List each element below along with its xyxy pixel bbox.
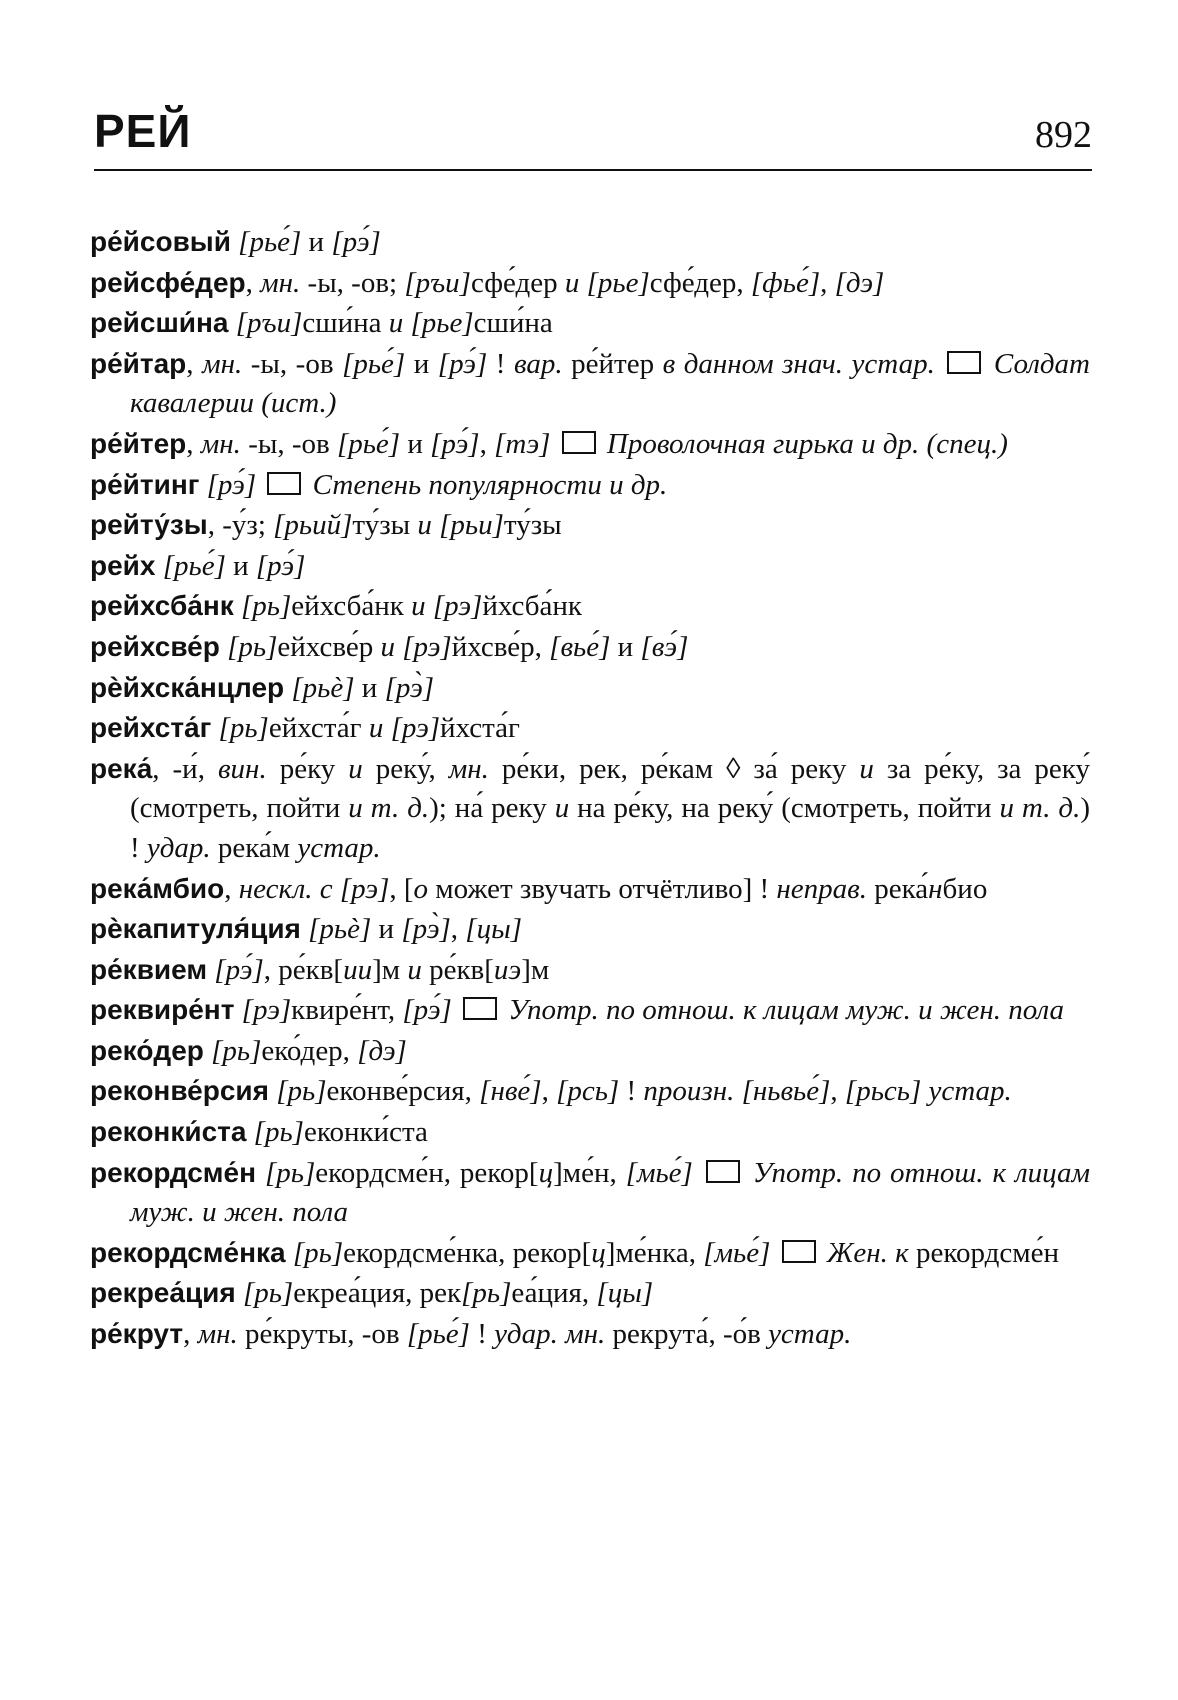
italic-note: [рье́] (336, 427, 401, 460)
definition-box-icon (267, 472, 301, 495)
dictionary-entry (90, 1112, 1090, 1153)
entry-text: ре́йтер (562, 347, 663, 380)
italic-note: [ньвье́] (741, 1075, 831, 1108)
entry-text: за ре́ку, за реку́ (смотреть, пойти (130, 752, 1090, 825)
headword: реквире́нт (90, 994, 235, 1026)
dictionary-entry (90, 1233, 1090, 1274)
italic-note: [ръи] (235, 307, 303, 340)
dictionary-entry (90, 1314, 1090, 1355)
italic-note: [рэ̀] (384, 671, 435, 704)
italic-note: [вэ́] (640, 630, 689, 663)
entry-text: -ы, -ов (240, 427, 337, 460)
entry-text: сфе́дер (470, 266, 565, 299)
italic-note: и т. д. (348, 792, 430, 825)
dictionary-entry (90, 344, 1090, 424)
italic-note: [рь] (241, 590, 292, 623)
entry-text: и (225, 549, 256, 582)
entry-text: ре́круты, -ов (237, 1318, 407, 1351)
entry-text (770, 1237, 777, 1269)
entry-text (234, 590, 241, 622)
entry-text: сши́на (302, 307, 389, 340)
entry-text: екреа́ция, рек (293, 1277, 462, 1310)
headword: реконве́рсия (90, 1075, 269, 1107)
italic-note: и т. д. (999, 792, 1081, 825)
italic-note: Проволочная гирька и др. (спец.) (606, 427, 1008, 460)
entry-text (744, 1157, 753, 1189)
entry-text (383, 712, 390, 744)
definition-box-icon (562, 431, 596, 454)
entry-text (246, 1116, 253, 1148)
dictionary-entry (90, 627, 1090, 668)
entry-text: еконве́рсия, (326, 1075, 480, 1108)
headword: рейх (90, 549, 156, 581)
italic-note: неправ. (776, 872, 867, 905)
entry-text: , (186, 427, 201, 460)
entry-text: , ре́кв[ (263, 953, 344, 986)
italic-note: ц (591, 1236, 606, 1269)
italic-note: мн. (197, 1318, 238, 1351)
italic-note: [вье́] (549, 630, 611, 663)
entry-text: ) ! (130, 792, 1091, 864)
italic-note: и (368, 712, 384, 745)
dictionary-entry (90, 1273, 1090, 1314)
italic-note: вин. (217, 752, 267, 785)
headword: ре́йтер (90, 427, 187, 459)
entry-text (333, 873, 340, 905)
entry-text: на ре́ку, на реку́ (смотреть, пойти (569, 792, 1000, 825)
italic-note: [рэ] (241, 994, 292, 1027)
entry-text (734, 1075, 741, 1107)
entry-text: , (186, 347, 203, 380)
definition-box-icon (782, 1240, 816, 1263)
italic-note: [рье́] (406, 1318, 470, 1351)
headword: ре́квием (90, 953, 208, 985)
headword: рейсши́на (90, 307, 229, 339)
italic-note: и (417, 509, 432, 542)
entry-text: ейхсба́нк (291, 590, 412, 623)
italic-note: Употр. по отнош. к лицам муж. и жен. пола (130, 1156, 1090, 1229)
entry-text (211, 712, 218, 744)
entry-text: ре́кв[ (421, 953, 494, 986)
entry-text: рекрута́, -о́в (605, 1318, 769, 1351)
entry-text: екордсме́н, рекор[ (315, 1156, 539, 1189)
headword: рейту́зы (90, 509, 208, 541)
dictionary-entry (90, 303, 1090, 344)
dictionary-entry (90, 222, 1090, 263)
italic-note: [дэ] (834, 266, 885, 299)
italic-note: [мье́] (703, 1236, 771, 1269)
dictionary-entry (90, 950, 1090, 991)
italic-note: [рэ́] (437, 347, 488, 380)
entry-text (155, 550, 162, 582)
italic-note: [рь] (264, 1156, 316, 1189)
headword: рѐйхска́нцлер (90, 671, 285, 703)
italic-note: мн. (448, 752, 489, 785)
entry-text (256, 1157, 265, 1189)
entry-text: , -у́з; (207, 509, 274, 542)
dictionary-entry (90, 546, 1090, 587)
italic-note: удар. мн. (494, 1318, 606, 1351)
italic-note: [рэ] (402, 630, 452, 663)
headword: реко́дер (90, 1034, 204, 1066)
entry-text: и (610, 630, 641, 663)
italic-note: и (411, 590, 426, 623)
header-rule (94, 169, 1092, 171)
entry-text: может звучать отчётливо] ! (428, 872, 777, 905)
italic-note: устар. (928, 1075, 1012, 1108)
entry-text: река́м (210, 831, 298, 864)
italic-note: вар. (513, 347, 563, 380)
italic-note: [рь] (461, 1277, 512, 1310)
italic-note: удар. (146, 831, 211, 864)
entry-text (305, 469, 312, 501)
headword: реконки́ста (90, 1116, 247, 1148)
italic-note: [рь] (211, 1034, 262, 1067)
italic-note: [рь] (292, 1236, 344, 1269)
entry-text (600, 428, 607, 460)
italic-note: [рь] (218, 712, 269, 745)
entry-text (452, 994, 459, 1026)
entry-text: ! (619, 1075, 644, 1108)
italic-note: [рь] (253, 1116, 304, 1149)
italic-note: Степень популярности и др. (312, 468, 668, 501)
italic-note: [рэ́] (331, 226, 381, 258)
entry-text (921, 1075, 928, 1107)
entry-text (229, 307, 236, 339)
entry-text: ту́зы (352, 509, 418, 542)
italic-note: [мье́] (625, 1156, 693, 1189)
italic-note: [рье] (586, 266, 650, 299)
entry-text: -ы, -ов; (300, 266, 405, 299)
entry-text: и (371, 913, 402, 946)
italic-note: Жен. к (826, 1236, 909, 1269)
entry-text (286, 1237, 293, 1269)
italic-note: [рьий] (273, 509, 353, 542)
italic-note: [рье́] (162, 549, 226, 582)
entry-text: , (830, 1075, 845, 1108)
entry-text: ]м (372, 953, 408, 986)
headword: рекордсме́н (90, 1156, 257, 1188)
entry-text: и (301, 226, 332, 258)
entry-text: ); на́ реку (429, 792, 555, 825)
entry-text (199, 469, 206, 501)
entry-list (90, 222, 1090, 1355)
entry-text: ейхсве́р (277, 630, 381, 663)
headword: ре́крут (90, 1318, 184, 1350)
definition-box-icon (706, 1160, 740, 1183)
entry-text (579, 267, 586, 299)
entry-text: ]м (521, 953, 550, 986)
italic-note: [рэ] (339, 872, 390, 905)
italic-note: [рь] (227, 630, 278, 663)
italic-note: и (407, 953, 422, 986)
entry-text (985, 348, 994, 380)
headword: рейхсве́р (90, 630, 220, 662)
italic-note: [нве́] (479, 1075, 542, 1108)
dictionary-entry (90, 1031, 1090, 1072)
italic-note: и (554, 792, 570, 825)
headword: рейхста́г (90, 712, 212, 744)
italic-note: [рсь] (556, 1075, 620, 1108)
headword: ре́йтинг (90, 468, 200, 500)
italic-note: [рьи] (439, 509, 504, 542)
italic-note: иэ (493, 953, 522, 986)
headword: рейхсба́нк (90, 590, 234, 622)
italic-note: [рэ] (390, 712, 441, 745)
dictionary-entry (90, 990, 1090, 1031)
entry-text: , (224, 872, 239, 905)
italic-note: [рэ́] (206, 468, 257, 501)
entry-text: и (354, 671, 385, 704)
entry-text: ту́зы (503, 509, 562, 542)
entry-text: ]ме́нка, (605, 1236, 704, 1269)
entry-text: сши́на (473, 307, 553, 340)
italic-note: ц (538, 1156, 554, 1189)
italic-note: [тэ] (494, 427, 551, 460)
entry-text (550, 428, 557, 460)
italic-note: мн. (202, 347, 243, 380)
entry-text: рекордсме́н (908, 1236, 1059, 1269)
italic-note: [рье́] (238, 226, 302, 258)
entry-text (236, 1277, 243, 1309)
italic-note: [рэ̀] (401, 913, 451, 946)
italic-note: и (348, 752, 363, 785)
italic-note: [фье́] (750, 266, 821, 299)
entry-text: йхсве́р, (451, 630, 550, 663)
page-number: 892 (1035, 114, 1092, 156)
italic-note: мн. (260, 266, 301, 299)
dictionary-entry (90, 749, 1090, 869)
entry-text: , -и́, (152, 752, 218, 785)
entry-text (426, 590, 433, 622)
entry-text: ! (469, 1318, 495, 1351)
dictionary-entry (90, 1071, 1090, 1112)
entry-text: йхсба́нк (482, 590, 582, 623)
italic-note: ии (343, 953, 373, 986)
entry-text: еко́дер, (261, 1034, 358, 1067)
entry-text: и (405, 347, 438, 380)
dictionary-entry (90, 586, 1090, 627)
italic-note: мн. (200, 427, 241, 460)
entry-text: , [ (389, 872, 414, 905)
headword: рекреа́ция (90, 1277, 236, 1309)
dictionary-entry (90, 1153, 1090, 1233)
italic-note: [рь] (276, 1075, 327, 1108)
entry-text: квире́нт, (291, 994, 403, 1027)
entry-text: еа́ция, (511, 1277, 597, 1310)
definition-box-icon (947, 351, 981, 374)
italic-note: устар. (297, 831, 381, 864)
headword: река́мбио (90, 872, 225, 904)
italic-note: [рьѐ] (291, 671, 355, 704)
entry-text (935, 348, 944, 380)
entry-text: , (479, 427, 495, 460)
italic-note: устар. (768, 1318, 852, 1351)
headword: река́ (90, 752, 153, 784)
italic-note: нескл. с (238, 872, 333, 905)
entry-text (820, 1237, 827, 1269)
italic-note: Солдат кавалерии (ист.) (130, 347, 1090, 420)
italic-note: [цы] (596, 1277, 654, 1310)
entry-text (693, 1157, 702, 1189)
headword: рейсфе́дер (90, 266, 246, 298)
entry-text: -ы, -ов (242, 347, 343, 380)
entry-text: ейхста́г (268, 712, 369, 745)
headword: рѐкапитуля́ция (90, 913, 301, 945)
headword: рекордсме́нка (90, 1236, 286, 1268)
entry-text: ре́ки, рек, ре́кам ◊ за́ реку (488, 752, 860, 785)
italic-note: и (380, 630, 395, 663)
italic-note: [рэ] (432, 590, 483, 623)
italic-note: и (859, 752, 874, 785)
italic-note: [цы] (465, 913, 523, 946)
dictionary-entry (90, 424, 1090, 465)
italic-note: [рэ́] (214, 953, 264, 986)
entry-text (234, 994, 241, 1026)
entry-text: ]ме́н, (553, 1156, 626, 1189)
italic-note: [рьсь] (844, 1075, 922, 1108)
dictionary-entry (90, 869, 1090, 910)
entry-text (403, 307, 410, 339)
italic-note: н (928, 872, 943, 905)
dictionary-entry (90, 668, 1090, 709)
entry-text: и (400, 427, 431, 460)
italic-note: [рэ́] (255, 549, 306, 582)
entry-text: екордсме́нка, рекор[ (343, 1236, 592, 1269)
entry-text: , (541, 1075, 557, 1108)
entry-text: йхста́г (440, 712, 520, 745)
entry-text (256, 469, 263, 501)
italic-note: произн. (643, 1075, 735, 1108)
dictionary-entry (90, 505, 1090, 546)
italic-note: [рь] (242, 1277, 294, 1310)
entry-text: сфе́дер, (649, 266, 751, 299)
italic-note: Употр. по отнош. к лицам муж. и жен. пола (508, 994, 1065, 1027)
italic-note: и (564, 266, 580, 299)
entry-text: ре́ку (266, 752, 349, 785)
entry-text: река́ (867, 872, 929, 905)
definition-box-icon (463, 997, 497, 1020)
italic-note: [рье] (410, 307, 474, 340)
entry-text: , (450, 913, 466, 946)
italic-note: о (413, 872, 429, 905)
italic-note: [рьѐ] (308, 913, 372, 946)
italic-note: [рье́] (342, 347, 406, 380)
running-head: РЕЙ (94, 105, 192, 157)
headword: ре́йсовый (90, 226, 231, 257)
italic-note: в данном знач. устар. (662, 347, 935, 380)
dictionary-entry (90, 465, 1090, 506)
entry-text: еконки́ста (303, 1116, 428, 1149)
entry-text: ! (487, 347, 514, 380)
italic-note: и (388, 307, 404, 340)
dictionary-entry (90, 263, 1090, 304)
italic-note: [рэ́] (430, 427, 480, 460)
italic-note: [дэ] (357, 1034, 407, 1067)
entry-text: , (183, 1318, 198, 1351)
entry-text: , (245, 266, 261, 299)
entry-text: реку́, (362, 752, 449, 785)
entry-text: , (820, 266, 835, 299)
italic-note: [рэ́] (402, 994, 452, 1027)
italic-note: [ръи] (404, 266, 471, 299)
dictionary-entry (90, 909, 1090, 950)
dictionary-entry (90, 708, 1090, 749)
entry-text: био (942, 872, 988, 905)
headword: ре́йтар (90, 347, 187, 379)
